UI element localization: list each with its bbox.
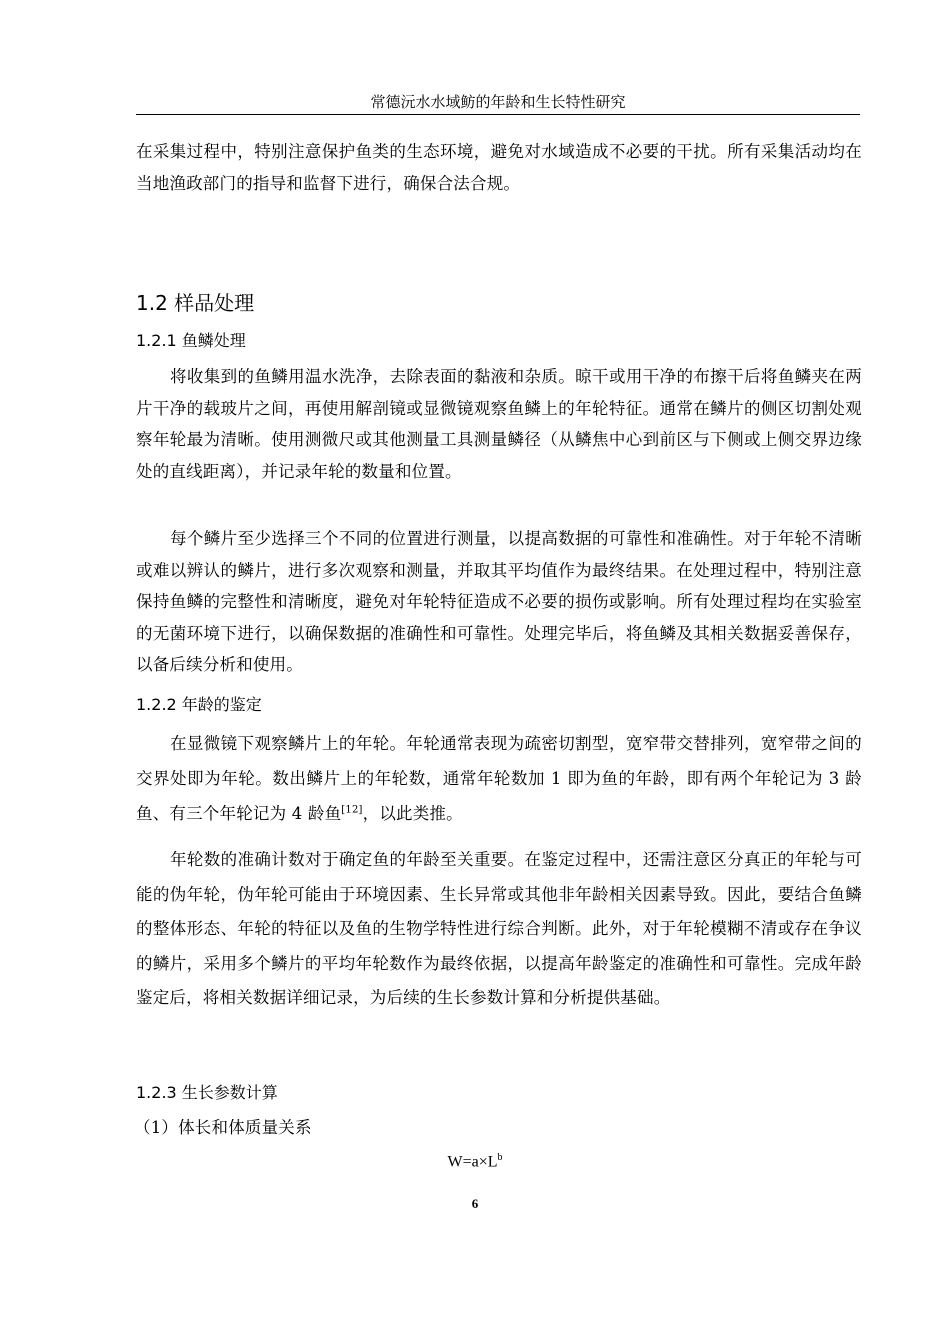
paragraph-scale-processing-1: 将收集到的鱼鳞用温水洗净，去除表面的黏液和杂质。晾干或用干净的布擦干后将鱼鳞夹在两片干净的载玻片之间，再使用解剖镜或显微镜观察鱼鳞上的年轮特征。通常在鳞片的侧区切割处观察年轮最为清晰。使用测微尺或其他测量工具测量鳞径（从鳞焦中心到前区与下侧或上侧交界边缘处的直线距离），并记录年轮的数量和位置。 — [136, 367, 862, 481]
header-rule — [136, 114, 860, 115]
paragraph-age-identification-1 — [136, 726, 862, 831]
subsection-heading-1-2-2: 1.2.2 年龄的鉴定 — [136, 695, 262, 714]
citation-ref: [12] — [341, 804, 363, 816]
paragraph-age-identification-2: 年轮数的准确计数对于确定鱼的年龄至关重要。在鉴定过程中，还需注意区分真正的年轮与可能的伪年轮，伪年轮可能由于环境因素、生长异常或其他非年龄相关因素导致。因此，要结合鱼鳞的整体形态、年轮的特征以及鱼的生物学特性进行综合判断。此外，对于年轮模糊不清或存在争议的鳞片，采用多个鳞片的平均年轮数作为最终依据，以提高年龄鉴定的准确性和可靠性。完成年龄鉴定后，将相关数据详细记录，为后续的生长参数计算和分析提供基础。 — [136, 850, 862, 1007]
paragraph-text: 在显微镜下观察鳞片上的年轮。年轮通常表现为疏密切割型，宽窄带交替排列，宽窄带之间的交界处即为年轮。数出鳞片上的年轮数，通常年轮数加 1 即为鱼的年龄，即有两个年轮记为 3 龄鱼、有三个年轮记为 4 龄鱼 — [136, 734, 862, 823]
paragraph-scale-processing-2: 每个鳞片至少选择三个不同的位置进行测量，以提高数据的可靠性和准确性。对于年轮不清晰或难以辨认的鳞片，进行多次观察和测量，并取其平均值作为最终结果。在处理过程中，特别注意保持鱼鳞的完整性和清晰度，避免对年轮特征造成不必要的损伤或影响。所有处理过程均在实验室的无菌环境下进行，以确保数据的准确性和可靠性。处理完毕后，将鱼鳞及其相关数据妥善保存，以备后续分析和使用。 — [136, 529, 862, 674]
subsection-heading-1-2-3: 1.2.3 生长参数计算 — [136, 1083, 278, 1102]
section-heading-1-2: 1.2 样品处理 — [136, 291, 255, 315]
intro-paragraph: 在采集过程中，特别注意保护鱼类的生态环境，避免对水域造成不必要的干扰。所有采集活动均在当地渔政部门的指导和监督下进行，确保合法合规。 — [136, 142, 862, 193]
list-item-length-weight: （1）体长和体质量关系 — [134, 1118, 312, 1137]
page-number: 6 — [471, 1196, 479, 1211]
formula-length-weight — [0, 1152, 950, 1171]
subsection-heading-1-2-1: 1.2.1 鱼鳞处理 — [136, 331, 246, 350]
formula-base: W=a×L — [447, 1153, 498, 1171]
running-header: 常德沅水水域鲂的年龄和生长特性研究 — [370, 93, 626, 111]
formula-exponent: b — [497, 1152, 503, 1163]
paragraph-tail: ，以此类推。 — [362, 804, 463, 823]
